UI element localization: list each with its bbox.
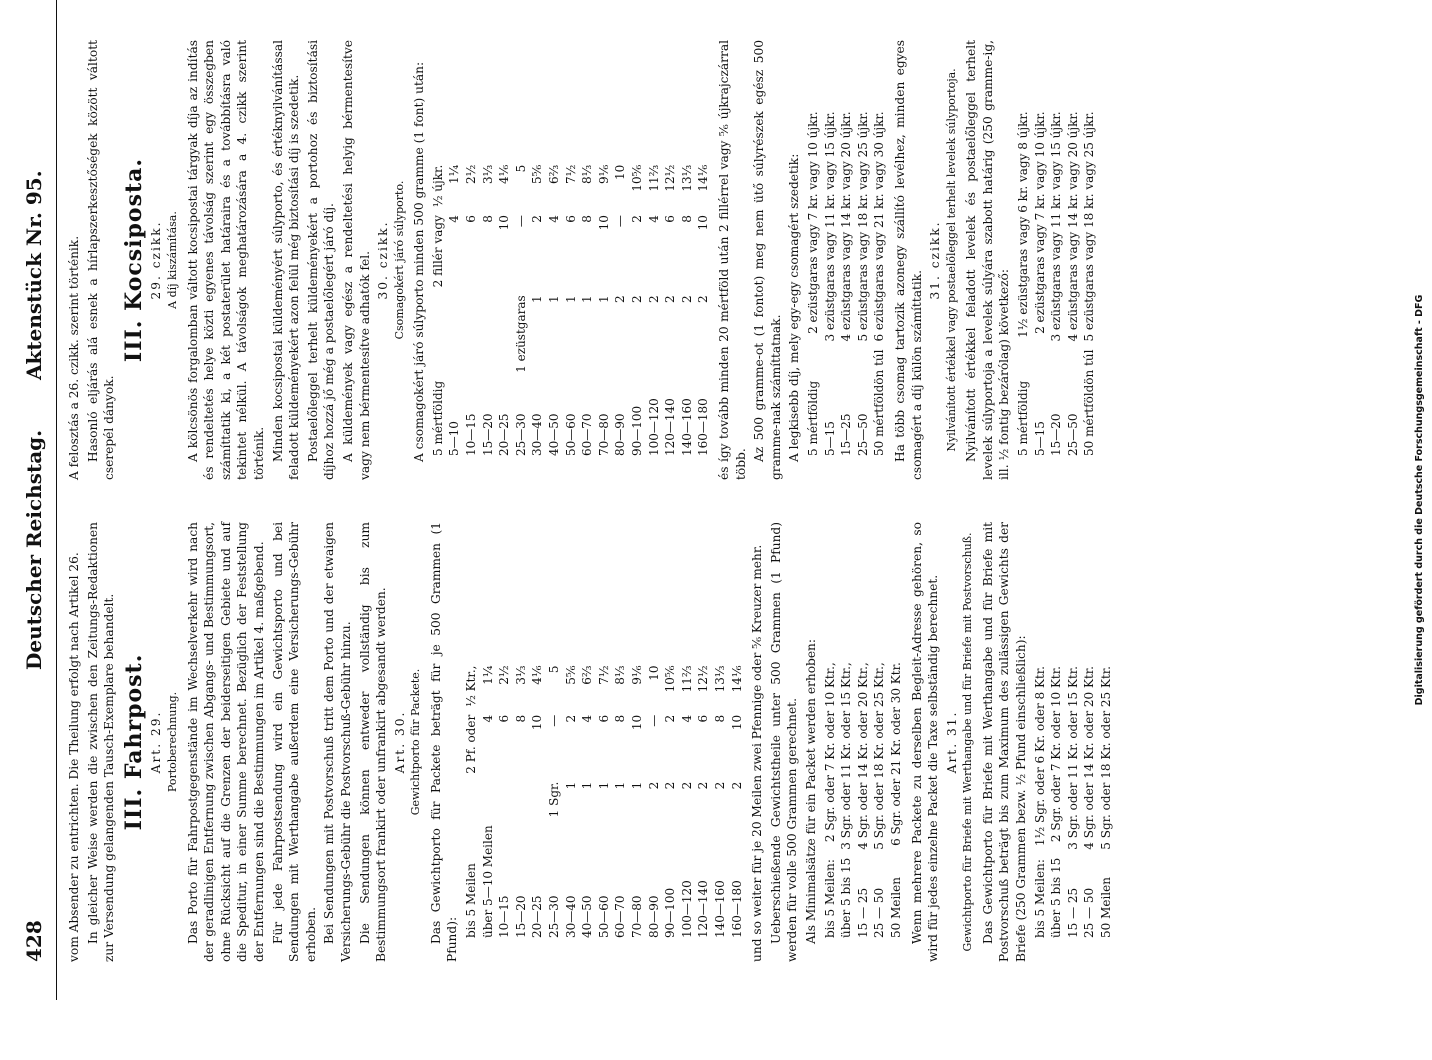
table-row <box>822 107 839 460</box>
table-cell: 10⅚ <box>630 164 644 192</box>
table-cell: 90—100 <box>663 887 678 938</box>
table-cell: 4 <box>646 215 661 223</box>
table-cell: 120—140 <box>663 398 678 456</box>
table-cell: — <box>547 714 562 727</box>
table-row <box>1032 662 1049 942</box>
table-cell <box>529 778 546 822</box>
table-cell: 6⅔ <box>547 164 562 184</box>
minimum-rate-table <box>822 658 905 942</box>
table-cell: 15—20 <box>1049 413 1064 456</box>
table-row <box>679 161 696 460</box>
table-row <box>695 161 712 460</box>
table-row <box>579 161 596 460</box>
table-cell: 60—70 <box>580 413 595 456</box>
table-cell: 2 fillér vagy <box>430 215 445 288</box>
table-cell: 5 Sgr. oder 18 Kr. oder 25 Ktr., <box>872 662 887 850</box>
table-row <box>1048 662 1065 942</box>
table-cell: 80—90 <box>613 413 628 456</box>
article-subtitle: Portoberechnung. <box>165 691 179 793</box>
article-title: Art. 29. <box>149 710 164 774</box>
body-paragraph: Postaelőleggel terhelt küldeményekért a portohoz és biztosítási díjhoz hozzá jő még a postaelőlegért járó díj. <box>305 40 337 480</box>
table-cell: 15—25 <box>839 413 854 456</box>
table-cell: 3⅓ <box>480 164 495 184</box>
table-row <box>529 662 546 942</box>
body-paragraph: Ha több csomag tartozik azonegy szállító levélhez, minden egyes csomagért a díj külön számíttatik. <box>892 40 924 480</box>
article-title: 31. czikk. <box>928 220 943 300</box>
table-cell: 2 Sgr. oder 7 Kr. oder 10 Ktr., <box>822 662 837 843</box>
table-row <box>480 662 497 942</box>
body-paragraph: Az 500 gramme-ot (1 fontot) meg nem ütő súlyrészek egész 500 gramme-nak számíttatnak. <box>752 40 783 480</box>
table-cell <box>496 291 513 376</box>
table-cell: 8 <box>580 215 595 223</box>
table-row <box>1048 107 1065 460</box>
table-cell: 3 ezüstgaras vagy 11 kr. vagy 15 újkr. <box>1049 111 1064 342</box>
table-row <box>612 161 629 460</box>
table-row <box>430 161 447 460</box>
table-cell: 8 <box>480 215 495 223</box>
body-paragraph: Ueberschießende Gewichtstheile unter 500 Grammen (1 Pfund) werden für volle 500 Grammen gerechnet. <box>768 522 800 962</box>
table-cell: 10 <box>646 665 661 681</box>
header-title: Deutscher Reichstag. <box>22 429 46 670</box>
minimum-rate-table <box>805 107 888 460</box>
table-cell: 6 ezüstgaras vagy 21 kr. vagy 30 újkr. <box>872 111 887 342</box>
table-cell: 2 Pf. oder <box>464 714 479 774</box>
table-cell: 12½ <box>696 665 711 693</box>
table-cell: bis 5 Meilen: <box>822 859 837 938</box>
table-cell: 30—40 <box>530 413 545 456</box>
table-cell: 5 Sgr. oder 18 Kr. oder 25 Ktr. <box>1099 666 1114 850</box>
table-cell: 1 Sgr. <box>547 781 562 818</box>
table-cell: 4 ezüstgaras vagy 14 kr. vagy 20 újkr. <box>1065 111 1080 342</box>
table-cell: über 5 bis 15 <box>1049 857 1064 938</box>
table-cell: 2 <box>646 295 661 303</box>
table-row <box>546 161 563 460</box>
table-cell: 1 <box>530 295 545 303</box>
table-row <box>596 161 613 460</box>
table-row <box>546 662 563 942</box>
table-cell: 80—90 <box>646 895 661 938</box>
table-cell: 10⅚ <box>663 665 678 693</box>
table-cell: 12½ <box>663 164 678 192</box>
article-title: Art. 31. <box>944 710 959 774</box>
table-cell: — <box>513 215 528 228</box>
table-cell: 2 <box>712 781 727 790</box>
table-cell: 2 ezüstgaras vagy 7 kr. vagy 10 újkr. <box>805 111 820 334</box>
table-cell: 50 Meilen <box>1099 877 1114 938</box>
article-subtitle: Gewichtporto für Briefe mit Werthangabe und für Briefe mit Postvorschuß. <box>961 532 975 952</box>
body-paragraph: Als Minimalsätze für ein Packet werden erhoben: <box>803 638 818 944</box>
table-cell: 1¼ <box>480 665 495 685</box>
table-cell <box>463 291 480 376</box>
table-cell: 160—180 <box>696 398 711 456</box>
table-row <box>822 658 839 942</box>
body-paragraph: Nyilvánított értékkel feladott levelek és postaelőleggel terhelt levelek súlyportoja a levelek súlyára szabott határig (250 gramme-ig, ill. ½ fontig bezárólag) következő: <box>964 40 1012 480</box>
table-row <box>646 662 663 942</box>
table-cell <box>430 291 447 376</box>
table-cell: 1 <box>547 295 562 303</box>
table-cell: 5 <box>513 164 528 173</box>
table-cell: 25 — 50 <box>1082 887 1097 938</box>
table-cell: 10 <box>630 714 644 731</box>
table-cell: 90—100 <box>630 405 644 456</box>
table-cell: 4 <box>547 215 562 223</box>
table-row <box>888 658 905 942</box>
table-cell: 6 <box>696 714 711 723</box>
table-cell: 10 <box>530 714 545 731</box>
table-cell: 50 mértföldön túl <box>872 349 887 456</box>
table-row <box>838 107 855 460</box>
body-paragraph: Die Sendungen können entweder vollständig bis zum Bestimmungsort frankirt oder unfrankirt abgesandt werden. <box>357 522 389 962</box>
table-cell: 25—30 <box>513 413 528 456</box>
table-cell: 70—80 <box>630 895 644 938</box>
table-cell: ½ Ktr., <box>464 665 479 707</box>
table-row <box>871 107 888 460</box>
table-row <box>463 161 480 460</box>
table-cell: 2 <box>563 714 578 723</box>
table-cell: ½ újkr. <box>430 164 445 208</box>
body-paragraph: Das Gewichtporto für Packete beträgt für je 500 Grammen (1 Pfund): <box>428 522 460 962</box>
table-cell: 1½ Sgr. oder 6 Kr. oder 8 Ktr. <box>1032 666 1047 847</box>
body-paragraph: Das Porto für Fahrpostgegenstände im Wechselverkehr wird nach der geradlinigen Entfernung zwischen Abgangs- und Bestimmungsort, ohne Rücksicht auf die Grenzen der beiderseitigen Gebiete und auf die Speditur, in einer Summe berechnet. Bezüglich der Feststellung der Entfernungen sind die Bestimmungen im Artikel 4. maßgebend. <box>185 522 266 962</box>
table-row <box>513 161 530 460</box>
table-cell: 2 ezüstgaras vagy 7 kr. vagy 10 újkr. <box>1032 111 1047 334</box>
table-cell: 13⅓ <box>712 665 727 693</box>
table-cell: 50—60 <box>596 895 611 938</box>
table-cell: 1 <box>563 781 578 790</box>
intro-paragraph: A felosztás a 26. czikk. szerint történik. <box>67 235 81 480</box>
table-cell: 1 <box>580 781 595 790</box>
rate-table <box>463 662 745 942</box>
article-subtitle: Gewichtporto für Packete. <box>409 668 423 816</box>
section-heading: III. Fahrpost. <box>120 653 147 831</box>
table-cell: 4 <box>480 714 495 723</box>
table-cell: 2 <box>530 215 545 223</box>
body-paragraph: A küldemények vagy egész a rendeltetési helyig bérmentesítve vagy nem bérmentesítve adhatók fel. <box>340 40 372 480</box>
table-cell: 2 <box>630 295 644 303</box>
table-row <box>679 662 696 942</box>
table-cell: 25—30 <box>547 895 562 938</box>
table-cell: 7½ <box>596 665 611 685</box>
body-paragraph: Das Gewichtporto für Briefe mit Werthangabe und für Briefe mit Postvorschuß beträgt bis zum Maximum des zulässigen Gewichts der Briefe (250 Grammen bezw. ½ Pfund einschließlich): <box>980 522 1029 962</box>
table-row <box>1081 662 1098 942</box>
table-cell: 5 ezüstgaras vagy 18 kr. vagy 25 újkr. <box>1082 111 1097 342</box>
table-row <box>496 662 513 942</box>
table-cell: 5⅚ <box>563 665 578 685</box>
table-cell: 5—10 <box>447 421 462 456</box>
table-cell: 8⅓ <box>580 164 595 184</box>
table-cell: 140—160 <box>712 880 727 938</box>
table-cell: 3 Sgr. oder 11 Kr. oder 15 Ktr., <box>839 662 854 850</box>
table-cell: 2 <box>663 781 678 790</box>
table-row <box>712 662 729 942</box>
table-cell: 50 Meilen <box>888 877 903 938</box>
table-cell: 11⅔ <box>646 164 661 192</box>
table-cell: 8⅓ <box>613 665 628 685</box>
table-cell: 9⅙ <box>596 164 611 184</box>
table-cell: 40—50 <box>547 413 562 456</box>
table-cell: 2 Sgr. oder 7 Kr. oder 10 Ktr. <box>1049 666 1064 843</box>
table-cell: 120—140 <box>696 880 711 938</box>
hungarian-column <box>66 40 1102 480</box>
body-paragraph: Für jede Fahrpostsendung wird ein Gewichtsporto und bei Sendungen mit Werthangabe außerdem eine Versicherungs-Gebühr erhoben. <box>270 522 318 962</box>
table-cell: 4⅙ <box>497 164 512 184</box>
page-number: 428 <box>22 920 46 962</box>
table-cell: 1 ezüstgaras <box>513 295 528 373</box>
table-cell: 6 <box>464 215 479 223</box>
table-cell: 3 Sgr. oder 11 Kr. oder 15 Ktr. <box>1065 666 1080 850</box>
body-paragraph: és így tovább minden 20 mértföld után 2 fillérrel vagy ⅚ újkrajczárral több. <box>716 40 748 480</box>
intro-paragraph: vom Absender zu entrichten. Die Theilung erfolgt nach Artikel 26. <box>67 552 81 962</box>
table-cell: 6 Sgr. oder 21 Kr. oder 30 Ktr. <box>888 662 903 846</box>
table-row <box>1065 662 1082 942</box>
table-row <box>563 161 580 460</box>
letter-rate-table <box>1032 662 1115 942</box>
table-cell: 20—25 <box>530 895 545 938</box>
table-cell: 8 <box>712 714 727 723</box>
table-cell: 6 <box>596 714 611 723</box>
article-title: Art. 30. <box>392 710 407 774</box>
table-cell: — <box>646 714 661 727</box>
table-cell: 8 <box>513 714 528 723</box>
table-cell: 4⅙ <box>530 665 545 685</box>
table-cell: 70—80 <box>596 413 611 456</box>
table-row <box>1098 662 1115 942</box>
table-cell: 10 <box>497 215 512 231</box>
table-cell: 2 <box>613 295 628 303</box>
table-cell: 100—120 <box>646 398 661 456</box>
intro-paragraph: In gleicher Weise werden die zwischen den Zeitungs-Redaktionen zur Versendung gelangenden Tausch-Exemplare behandelt. <box>85 522 117 962</box>
table-cell: 1½ ezüstgaras vagy 6 kr. vagy 8 újkr. <box>1016 111 1031 338</box>
table-cell: bis 5 Meilen: <box>1032 859 1047 938</box>
table-cell: 5—15 <box>1032 421 1047 456</box>
table-cell <box>480 291 497 376</box>
table-cell: 25—50 <box>855 413 870 456</box>
body-paragraph: Minden kocsipostai küldeményért súlyporto, és értéknyilvánítással feladott küldeményekért azon felül még biztosítási díj is szedetik. <box>270 40 302 480</box>
table-cell: 1 <box>596 295 611 303</box>
body-paragraph: A kölcsönös forgalomban váltott kocsipostai tárgyak díja az indítás és rendeltetés helye közti egyenes távolság szerint egy összegben számíttatik ki, a két postaterület határaira és a továbbításra való tekintet nélkül. A távolságok meghatározására a 4. czikk szerint történik. <box>185 40 266 480</box>
table-cell: 100—120 <box>679 880 694 938</box>
table-cell: 5 mértföldig <box>430 380 445 456</box>
table-cell: 1 <box>596 781 611 790</box>
table-cell: 2 <box>646 781 661 790</box>
table-row <box>871 658 888 942</box>
body-paragraph: Bei Sendungen mit Postvorschuß tritt dem Porto und der etwaigen Versicherungs-Gebühr die Postvorschuß-Gebühr hinzu. <box>322 522 353 962</box>
rate-table <box>430 161 712 460</box>
table-cell <box>463 778 480 822</box>
table-cell: 2 <box>663 714 678 723</box>
table-cell: 10 <box>613 164 628 181</box>
table-cell: 5 <box>547 665 562 674</box>
table-cell <box>496 778 513 822</box>
article-subtitle: A díj kiszámítása. <box>165 211 179 309</box>
table-cell: über 5—10 Meilen <box>480 825 495 938</box>
table-cell: 8 <box>613 714 628 723</box>
table-cell: 60—70 <box>613 895 628 938</box>
table-row <box>529 161 546 460</box>
table-cell: 15—20 <box>513 895 528 938</box>
table-row <box>563 662 580 942</box>
table-row <box>629 161 646 460</box>
article-subtitle: Csomagokért járó súlyporto. <box>392 180 406 340</box>
table-cell: 50 mértföldön túl <box>1082 349 1097 456</box>
table-cell: 30—40 <box>563 895 578 938</box>
table-row <box>629 662 646 942</box>
table-row <box>513 662 530 942</box>
table-cell: 4 <box>580 714 595 723</box>
table-row <box>596 662 613 942</box>
body-paragraph: und so weiter für je 20 Meilen zwei Pfennige oder ⅚ Kreuzer mehr. <box>750 544 765 962</box>
page-header <box>0 0 57 1000</box>
table-cell: 50—60 <box>563 413 578 456</box>
table-cell: 15 — 25 <box>1065 887 1080 938</box>
table-cell: 20—25 <box>497 413 512 456</box>
article-title: 29. czikk. <box>149 220 164 300</box>
table-cell <box>446 291 463 376</box>
table-cell: 2½ <box>497 665 512 685</box>
table-cell: 6⅔ <box>580 665 595 685</box>
body-paragraph: Wenn mehrere Packete zu derselben Begleit-Adresse gehören, so wird für jedes einzelne Packet die Taxe selbständig berechnet. <box>909 522 941 962</box>
table-cell: 15—20 <box>480 413 495 456</box>
table-row <box>662 662 679 942</box>
table-cell: 5 mértföldig <box>1016 380 1031 456</box>
table-cell: 4 <box>447 215 462 223</box>
table-cell: 2 <box>679 781 694 790</box>
table-cell: 6 <box>497 714 512 723</box>
table-row <box>838 658 855 942</box>
table-row <box>729 662 746 942</box>
table-cell: 8 <box>679 215 694 223</box>
letter-rate-table <box>1015 107 1098 460</box>
table-cell: 160—180 <box>729 880 744 938</box>
table-cell: 7½ <box>563 164 578 184</box>
table-cell <box>513 778 530 822</box>
table-cell: 25—50 <box>1065 413 1080 456</box>
table-cell: 140—160 <box>679 398 694 456</box>
table-cell: 40—50 <box>580 895 595 938</box>
table-cell: bis 5 Meilen <box>464 863 479 938</box>
body-paragraph: A csomagokért járó súlyporto minden 500 gramme (1 font) után: <box>412 61 427 462</box>
table-row <box>1032 107 1049 460</box>
table-cell: 5—15 <box>822 421 837 456</box>
table-cell: 10—15 <box>464 413 479 456</box>
table-cell: 4 <box>679 714 694 723</box>
table-row <box>579 662 596 942</box>
table-cell: 1 <box>580 295 595 303</box>
table-row <box>855 658 872 942</box>
table-cell: 11⅔ <box>679 665 694 693</box>
section-heading: III. Kocsiposta. <box>120 157 147 363</box>
table-cell: 2 <box>663 295 678 303</box>
table-cell: 2 <box>630 215 644 223</box>
article-subtitle: Nyilvánított értékkel vagy postaelőleggel terhelt levelek súlyportoja. <box>944 68 958 452</box>
table-cell: 15 — 25 <box>855 887 870 938</box>
table-cell <box>480 778 497 822</box>
table-cell: 10 <box>596 215 611 231</box>
table-row <box>496 161 513 460</box>
table-cell: 6 <box>663 215 678 223</box>
table-cell: 3⅓ <box>513 665 528 685</box>
table-cell: 2 <box>679 295 694 303</box>
table-cell: 1¼ <box>447 164 462 184</box>
table-cell: 25 — 50 <box>872 887 887 938</box>
header-doc: Aktenstück Nr. 95. <box>22 170 46 380</box>
table-row <box>1081 107 1098 460</box>
table-cell: 14⅙ <box>696 164 711 192</box>
table-cell: 6 <box>563 215 578 223</box>
table-cell: 4 Sgr. oder 14 Kr. oder 20 Ktr. <box>1082 666 1097 850</box>
intro-paragraph: Hasonló eljárás alá esnek a hírlapszerkesztőségek között váltott cserepél dányok. <box>85 40 117 480</box>
table-cell: 13⅓ <box>679 164 694 192</box>
table-row <box>463 662 480 942</box>
table-cell: 5 ezüstgaras vagy 18 kr. vagy 25 újkr. <box>855 111 870 342</box>
body-paragraph: A legkisebb díj, mely egy-egy csomagért szedetik: <box>787 153 802 462</box>
table-row <box>662 161 679 460</box>
table-cell: 1 <box>563 295 578 303</box>
table-cell: 1 <box>630 781 644 790</box>
table-cell: 2 <box>696 781 711 790</box>
table-row <box>695 662 712 942</box>
digitization-note: Digitalisierung gefördert durch die Deutsche Forschungsgemeinschaft - DFG <box>1414 294 1425 706</box>
table-row <box>1015 107 1032 460</box>
table-cell: 3 ezüstgaras vagy 11 kr. vagy 15 újkr. <box>822 111 837 342</box>
table-cell: 5⅚ <box>530 164 545 184</box>
table-cell: 10 <box>729 714 744 731</box>
table-cell: 5 mértföldig <box>805 380 820 456</box>
table-row <box>855 107 872 460</box>
table-cell: 9⅙ <box>630 665 644 685</box>
table-cell: 14⅙ <box>729 665 744 693</box>
german-column <box>66 522 1119 962</box>
table-cell: über 5 bis 15 <box>839 857 854 938</box>
table-cell: 10—15 <box>497 895 512 938</box>
table-cell: 1 <box>613 781 628 790</box>
article-title: 30. czikk. <box>376 220 391 300</box>
table-cell: — <box>613 215 628 228</box>
table-row <box>805 107 822 460</box>
table-cell: 4 Sgr. oder 14 Kr. oder 20 Ktr., <box>855 662 870 850</box>
table-cell: 2 <box>729 781 744 790</box>
table-row <box>480 161 497 460</box>
table-cell: 10 <box>696 215 711 231</box>
table-row <box>1065 107 1082 460</box>
table-cell: 4 ezüstgaras vagy 14 kr. vagy 20 újkr. <box>839 111 854 342</box>
table-cell: 2½ <box>464 164 479 184</box>
table-row <box>612 662 629 942</box>
table-row <box>646 161 663 460</box>
table-row <box>446 161 463 460</box>
table-cell: 2 <box>696 295 711 303</box>
